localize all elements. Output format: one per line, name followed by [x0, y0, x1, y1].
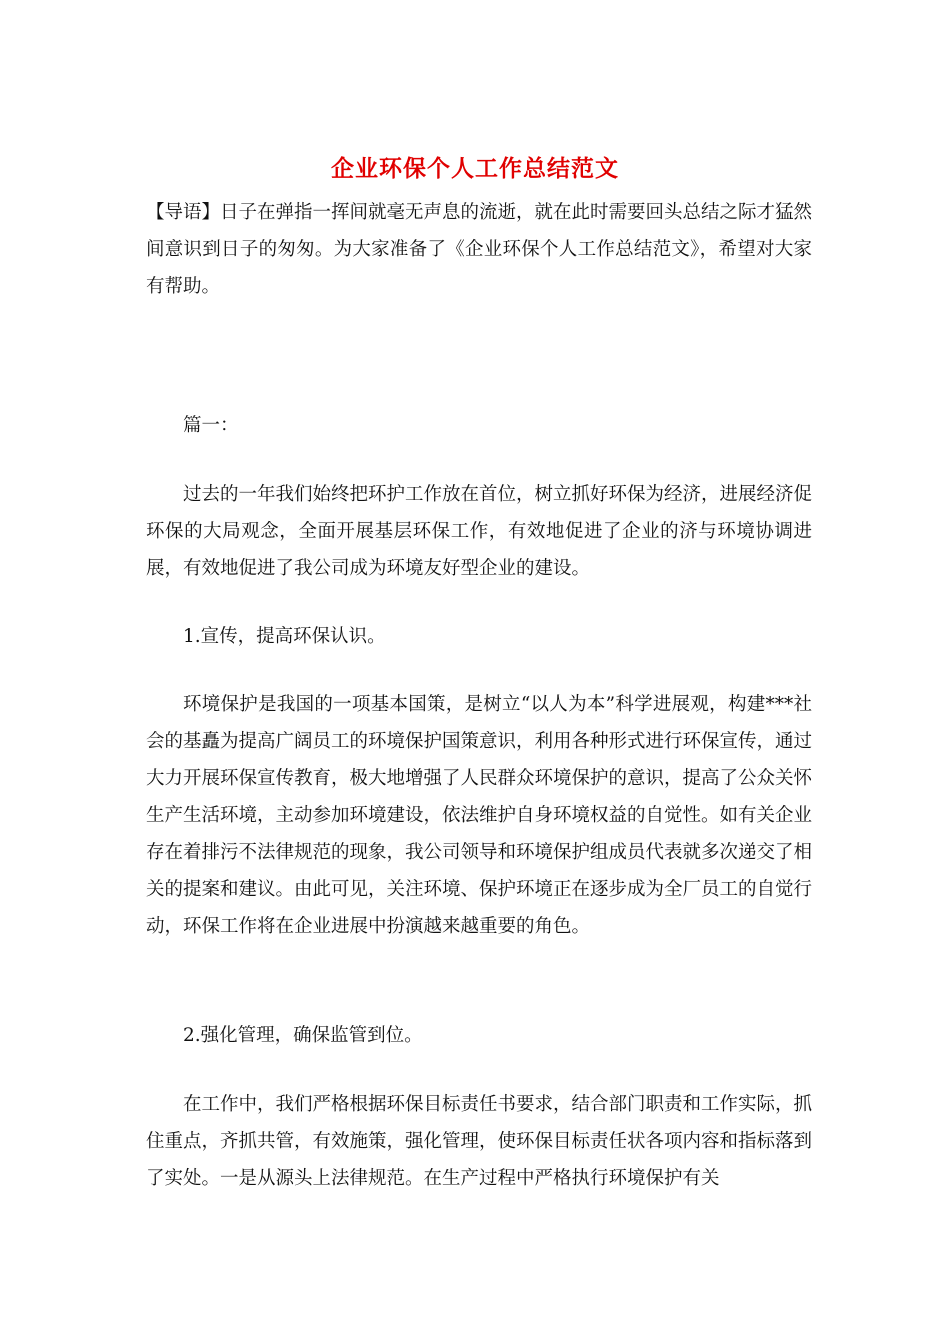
subheading-2: 2.强化管理，确保监管到位。 — [183, 1025, 423, 1046]
body-paragraph-2: 环境保护是我国的一项基本国策，是树立“以人为本”科学进展观，构建***社会的基矗为提高广阔员工的环境保护国策意识，利用各种形式进行环保宣传，通过大力开展环保宣传教育，极大地增强了人民群众环境保护的意识，提高了公众关怀生产生活环境，主动参加环境建设，依法维护自身环境权益的自觉性。如有关企业存在着排污不法律规范的现象，我公司领导和环境保护组成员代表就多次递交了相关的提案和建议。由此可见，关注环境、保护环境正在逐步成为全厂员工的自觉行动，环保工作将在企业进展中扮演越来越重要的角色。 — [146, 694, 813, 937]
document-title: 企业环保个人工作总结范文 — [331, 155, 619, 182]
body-paragraph-1: 过去的一年我们始终把环护工作放在首位，树立抓好环保为经济，进展经济促环保的大局观念，全面开展基层环保工作，有效地促进了企业的济与环境协调进展，有效地促进了我公司成为环境友好型企业的建设。 — [146, 484, 813, 579]
body-paragraph-3: 在工作中，我们严格根据环保目标责任书要求，结合部门职责和工作实际，抓住重点，齐抓共管，有效施策，强化管理，使环保目标责任状各项内容和指标落到了实处。一是从源头上法律规范。在生产过程中严格执行环境保护有关 — [146, 1094, 813, 1189]
section-heading: 篇一： — [183, 415, 239, 436]
subheading-1: 1.宣传，提高环保认识。 — [183, 626, 386, 647]
lead-paragraph: 【导语】日子在弹指一挥间就毫无声息的流逝，就在此时需要回头总结之际才猛然间意识到日子的匆匆。为大家准备了《企业环保个人工作总结范文》，希望对大家有帮助。 — [146, 202, 813, 297]
